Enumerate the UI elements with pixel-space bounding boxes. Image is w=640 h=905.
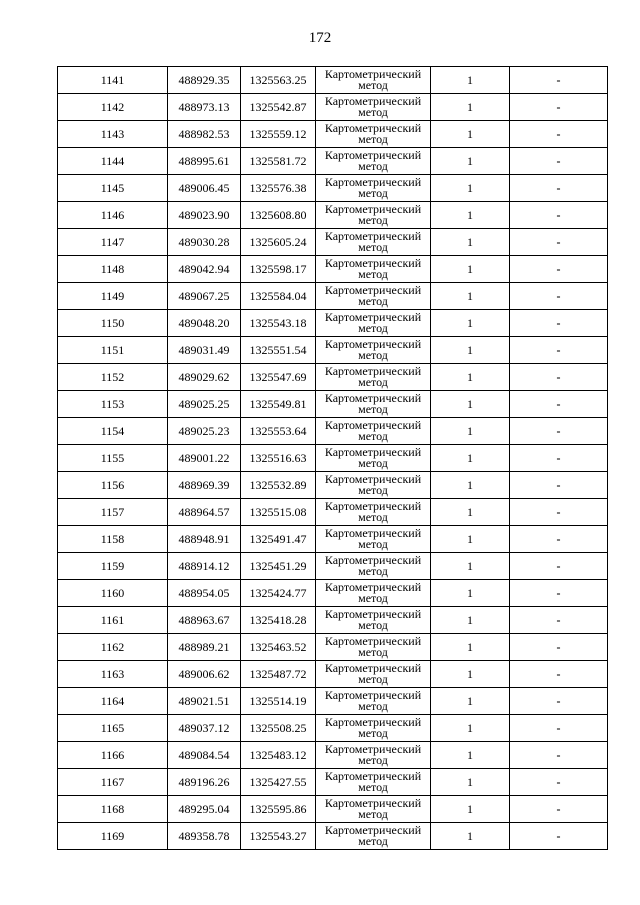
- description-cell: -: [510, 121, 608, 148]
- method-cell: [316, 364, 431, 391]
- method-cell: [316, 175, 431, 202]
- table-row: [58, 121, 608, 148]
- point-number-cell: 1165: [58, 715, 168, 742]
- table-row: [58, 283, 608, 310]
- description-cell: -: [510, 175, 608, 202]
- method-line-2: метод: [358, 132, 388, 146]
- description-cell: -: [510, 202, 608, 229]
- accuracy-cell: 1: [431, 769, 510, 796]
- method-line-2: метод: [358, 267, 388, 281]
- x-coordinate-cell: 488969.39: [168, 472, 241, 499]
- method-cell: [316, 418, 431, 445]
- description-cell: -: [510, 256, 608, 283]
- y-coordinate-cell: 1325514.19: [241, 688, 316, 715]
- method-line-1: Картометрический: [324, 796, 422, 810]
- accuracy-cell: 1: [431, 256, 510, 283]
- description-cell: -: [510, 229, 608, 256]
- x-coordinate-cell: 488995.61: [168, 148, 241, 175]
- description-cell: -: [510, 742, 608, 769]
- table-row: [58, 715, 608, 742]
- x-coordinate-cell: 488948.91: [168, 526, 241, 553]
- method-line-1: Картометрический: [324, 175, 422, 189]
- method-line-2: метод: [358, 726, 388, 740]
- accuracy-cell: 1: [431, 445, 510, 472]
- accuracy-cell: 1: [431, 283, 510, 310]
- description-cell: -: [510, 391, 608, 418]
- point-number-cell: 1151: [58, 337, 168, 364]
- method-line-1: Картометрический: [324, 202, 422, 216]
- table-row: [58, 229, 608, 256]
- x-coordinate-cell: 489025.23: [168, 418, 241, 445]
- x-coordinate-cell: 488989.21: [168, 634, 241, 661]
- method-line-1: Картометрический: [324, 391, 422, 405]
- x-coordinate-cell: 489037.12: [168, 715, 241, 742]
- page-number: 172: [308, 30, 332, 46]
- x-coordinate-cell: 489042.94: [168, 256, 241, 283]
- y-coordinate-cell: 1325532.89: [241, 472, 316, 499]
- description-cell: -: [510, 661, 608, 688]
- point-number-cell: 1150: [58, 310, 168, 337]
- table-row: [58, 94, 608, 121]
- point-number-cell: 1152: [58, 364, 168, 391]
- description-cell: -: [510, 526, 608, 553]
- method-line-1: Картометрический: [324, 418, 422, 432]
- y-coordinate-cell: 1325487.72: [241, 661, 316, 688]
- table-row: [58, 607, 608, 634]
- x-coordinate-cell: 489006.45: [168, 175, 241, 202]
- method-line-2: метод: [358, 348, 388, 362]
- description-cell: -: [510, 715, 608, 742]
- accuracy-cell: 1: [431, 742, 510, 769]
- method-line-1: Картометрический: [324, 229, 422, 243]
- table-row: [58, 418, 608, 445]
- description-cell: -: [510, 688, 608, 715]
- y-coordinate-cell: 1325559.12: [241, 121, 316, 148]
- method-line-2: метод: [358, 591, 388, 605]
- method-line-1: Картометрический: [324, 580, 422, 594]
- method-line-2: метод: [358, 483, 388, 497]
- method-cell: [316, 94, 431, 121]
- x-coordinate-cell: 488982.53: [168, 121, 241, 148]
- description-cell: -: [510, 94, 608, 121]
- table-row: [58, 526, 608, 553]
- method-line-2: метод: [358, 753, 388, 767]
- description-cell: -: [510, 472, 608, 499]
- method-line-2: метод: [358, 294, 388, 308]
- description-cell: -: [510, 445, 608, 472]
- table-row: [58, 472, 608, 499]
- method-line-1: Картометрический: [324, 256, 422, 270]
- point-number-cell: 1168: [58, 796, 168, 823]
- accuracy-cell: 1: [431, 418, 510, 445]
- accuracy-cell: 1: [431, 121, 510, 148]
- method-line-1: Картометрический: [324, 148, 422, 162]
- point-number-cell: 1155: [58, 445, 168, 472]
- y-coordinate-cell: 1325508.25: [241, 715, 316, 742]
- method-cell: [316, 148, 431, 175]
- table-row: [58, 175, 608, 202]
- x-coordinate-cell: 489295.04: [168, 796, 241, 823]
- y-coordinate-cell: 1325549.81: [241, 391, 316, 418]
- description-cell: -: [510, 607, 608, 634]
- method-line-2: метод: [358, 834, 388, 848]
- description-cell: -: [510, 796, 608, 823]
- accuracy-cell: 1: [431, 715, 510, 742]
- accuracy-cell: 1: [431, 823, 510, 850]
- y-coordinate-cell: 1325427.55: [241, 769, 316, 796]
- method-cell: [316, 796, 431, 823]
- x-coordinate-cell: 488954.05: [168, 580, 241, 607]
- method-cell: [316, 391, 431, 418]
- y-coordinate-cell: 1325553.64: [241, 418, 316, 445]
- point-number-cell: 1145: [58, 175, 168, 202]
- y-coordinate-cell: 1325543.27: [241, 823, 316, 850]
- point-number-cell: 1147: [58, 229, 168, 256]
- table-row: [58, 769, 608, 796]
- table-row: [58, 688, 608, 715]
- method-line-1: Картометрический: [324, 499, 422, 513]
- description-cell: -: [510, 634, 608, 661]
- method-line-2: метод: [358, 645, 388, 659]
- table-row: [58, 67, 608, 94]
- method-line-1: Картометрический: [324, 715, 422, 729]
- accuracy-cell: 1: [431, 148, 510, 175]
- method-line-2: метод: [358, 807, 388, 821]
- method-cell: [316, 472, 431, 499]
- description-cell: -: [510, 67, 608, 94]
- x-coordinate-cell: 489358.78: [168, 823, 241, 850]
- table-row: [58, 796, 608, 823]
- x-coordinate-cell: 489196.26: [168, 769, 241, 796]
- method-line-2: метод: [358, 510, 388, 524]
- table-row: [58, 445, 608, 472]
- x-coordinate-cell: 489084.54: [168, 742, 241, 769]
- method-line-1: Картометрический: [324, 742, 422, 756]
- table-row: [58, 823, 608, 850]
- method-line-1: Картометрический: [324, 688, 422, 702]
- method-line-1: Картометрический: [324, 121, 422, 135]
- y-coordinate-cell: 1325605.24: [241, 229, 316, 256]
- point-number-cell: 1158: [58, 526, 168, 553]
- method-cell: [316, 661, 431, 688]
- accuracy-cell: 1: [431, 67, 510, 94]
- table-body: [58, 67, 608, 850]
- method-cell: [316, 310, 431, 337]
- method-line-1: Картометрический: [324, 472, 422, 486]
- table-row: [58, 553, 608, 580]
- x-coordinate-cell: 489006.62: [168, 661, 241, 688]
- y-coordinate-cell: 1325581.72: [241, 148, 316, 175]
- point-number-cell: 1144: [58, 148, 168, 175]
- accuracy-cell: 1: [431, 472, 510, 499]
- method-cell: [316, 121, 431, 148]
- method-cell: [316, 607, 431, 634]
- method-line-1: Картометрический: [324, 526, 422, 540]
- method-cell: [316, 526, 431, 553]
- method-line-2: метод: [358, 672, 388, 686]
- method-line-2: метод: [358, 564, 388, 578]
- method-cell: [316, 445, 431, 472]
- y-coordinate-cell: 1325563.25: [241, 67, 316, 94]
- point-number-cell: 1148: [58, 256, 168, 283]
- method-cell: [316, 67, 431, 94]
- method-cell: [316, 202, 431, 229]
- method-line-1: Картометрический: [324, 823, 422, 837]
- method-line-2: метод: [358, 537, 388, 551]
- method-line-1: Картометрический: [324, 67, 422, 81]
- y-coordinate-cell: 1325608.80: [241, 202, 316, 229]
- table-row: [58, 391, 608, 418]
- x-coordinate-cell: 489030.28: [168, 229, 241, 256]
- method-cell: [316, 688, 431, 715]
- point-number-cell: 1149: [58, 283, 168, 310]
- description-cell: -: [510, 580, 608, 607]
- method-cell: [316, 634, 431, 661]
- method-cell: [316, 742, 431, 769]
- point-number-cell: 1157: [58, 499, 168, 526]
- point-number-cell: 1159: [58, 553, 168, 580]
- method-line-2: метод: [358, 699, 388, 713]
- point-number-cell: 1162: [58, 634, 168, 661]
- point-number-cell: 1167: [58, 769, 168, 796]
- coordinates-table: [57, 66, 608, 850]
- description-cell: -: [510, 310, 608, 337]
- x-coordinate-cell: 489067.25: [168, 283, 241, 310]
- table-row: [58, 499, 608, 526]
- method-line-2: метод: [358, 213, 388, 227]
- accuracy-cell: 1: [431, 526, 510, 553]
- accuracy-cell: 1: [431, 229, 510, 256]
- method-cell: [316, 553, 431, 580]
- table-row: [58, 310, 608, 337]
- method-line-2: метод: [358, 429, 388, 443]
- y-coordinate-cell: 1325542.87: [241, 94, 316, 121]
- y-coordinate-cell: 1325418.28: [241, 607, 316, 634]
- point-number-cell: 1163: [58, 661, 168, 688]
- accuracy-cell: 1: [431, 310, 510, 337]
- x-coordinate-cell: 489021.51: [168, 688, 241, 715]
- accuracy-cell: 1: [431, 337, 510, 364]
- accuracy-cell: 1: [431, 175, 510, 202]
- accuracy-cell: 1: [431, 94, 510, 121]
- method-line-2: метод: [358, 780, 388, 794]
- method-line-2: метод: [358, 186, 388, 200]
- y-coordinate-cell: 1325463.52: [241, 634, 316, 661]
- table-row: [58, 661, 608, 688]
- description-cell: -: [510, 364, 608, 391]
- accuracy-cell: 1: [431, 634, 510, 661]
- y-coordinate-cell: 1325543.18: [241, 310, 316, 337]
- point-number-cell: 1156: [58, 472, 168, 499]
- point-number-cell: 1161: [58, 607, 168, 634]
- table-row: [58, 634, 608, 661]
- x-coordinate-cell: 489029.62: [168, 364, 241, 391]
- method-cell: [316, 256, 431, 283]
- method-line-2: метод: [358, 240, 388, 254]
- point-number-cell: 1160: [58, 580, 168, 607]
- table-row: [58, 202, 608, 229]
- x-coordinate-cell: 489023.90: [168, 202, 241, 229]
- description-cell: -: [510, 553, 608, 580]
- x-coordinate-cell: 489031.49: [168, 337, 241, 364]
- y-coordinate-cell: 1325598.17: [241, 256, 316, 283]
- y-coordinate-cell: 1325576.38: [241, 175, 316, 202]
- method-line-2: метод: [358, 105, 388, 119]
- method-line-2: метод: [358, 321, 388, 335]
- point-number-cell: 1154: [58, 418, 168, 445]
- accuracy-cell: 1: [431, 688, 510, 715]
- description-cell: -: [510, 418, 608, 445]
- point-number-cell: 1143: [58, 121, 168, 148]
- method-line-2: метод: [358, 402, 388, 416]
- y-coordinate-cell: 1325515.08: [241, 499, 316, 526]
- x-coordinate-cell: 489001.22: [168, 445, 241, 472]
- method-line-1: Картометрический: [324, 634, 422, 648]
- method-line-1: Картометрический: [324, 337, 422, 351]
- x-coordinate-cell: 488963.67: [168, 607, 241, 634]
- method-line-1: Картометрический: [324, 607, 422, 621]
- method-line-2: метод: [358, 618, 388, 632]
- description-cell: -: [510, 283, 608, 310]
- method-line-1: Картометрический: [324, 283, 422, 297]
- accuracy-cell: 1: [431, 499, 510, 526]
- table-row: [58, 148, 608, 175]
- method-line-1: Картометрический: [324, 769, 422, 783]
- method-line-2: метод: [358, 456, 388, 470]
- description-cell: -: [510, 769, 608, 796]
- x-coordinate-cell: 489048.20: [168, 310, 241, 337]
- method-line-2: метод: [358, 375, 388, 389]
- point-number-cell: 1153: [58, 391, 168, 418]
- y-coordinate-cell: 1325483.12: [241, 742, 316, 769]
- method-line-1: Картометрический: [324, 661, 422, 675]
- method-line-1: Картометрический: [324, 94, 422, 108]
- point-number-cell: 1141: [58, 67, 168, 94]
- accuracy-cell: 1: [431, 580, 510, 607]
- method-line-1: Картометрический: [324, 445, 422, 459]
- x-coordinate-cell: 488914.12: [168, 553, 241, 580]
- table-row: [58, 364, 608, 391]
- method-line-1: Картометрический: [324, 364, 422, 378]
- method-line-2: метод: [358, 78, 388, 92]
- method-line-1: Картометрический: [324, 553, 422, 567]
- accuracy-cell: 1: [431, 202, 510, 229]
- accuracy-cell: 1: [431, 607, 510, 634]
- y-coordinate-cell: 1325584.04: [241, 283, 316, 310]
- method-cell: [316, 229, 431, 256]
- method-line-1: Картометрический: [324, 310, 422, 324]
- table-row: [58, 337, 608, 364]
- method-cell: [316, 337, 431, 364]
- description-cell: -: [510, 499, 608, 526]
- y-coordinate-cell: 1325491.47: [241, 526, 316, 553]
- accuracy-cell: 1: [431, 661, 510, 688]
- y-coordinate-cell: 1325516.63: [241, 445, 316, 472]
- x-coordinate-cell: 489025.25: [168, 391, 241, 418]
- table-row: [58, 256, 608, 283]
- table-row: [58, 580, 608, 607]
- point-number-cell: 1146: [58, 202, 168, 229]
- method-line-2: метод: [358, 159, 388, 173]
- x-coordinate-cell: 488973.13: [168, 94, 241, 121]
- method-cell: [316, 580, 431, 607]
- y-coordinate-cell: 1325547.69: [241, 364, 316, 391]
- y-coordinate-cell: 1325424.77: [241, 580, 316, 607]
- method-cell: [316, 499, 431, 526]
- x-coordinate-cell: 488929.35: [168, 67, 241, 94]
- y-coordinate-cell: 1325595.86: [241, 796, 316, 823]
- description-cell: -: [510, 148, 608, 175]
- method-cell: [316, 769, 431, 796]
- point-number-cell: 1166: [58, 742, 168, 769]
- method-cell: [316, 823, 431, 850]
- accuracy-cell: 1: [431, 391, 510, 418]
- table-row: [58, 742, 608, 769]
- method-cell: [316, 283, 431, 310]
- point-number-cell: 1142: [58, 94, 168, 121]
- point-number-cell: 1164: [58, 688, 168, 715]
- x-coordinate-cell: 488964.57: [168, 499, 241, 526]
- point-number-cell: 1169: [58, 823, 168, 850]
- accuracy-cell: 1: [431, 553, 510, 580]
- y-coordinate-cell: 1325551.54: [241, 337, 316, 364]
- description-cell: -: [510, 337, 608, 364]
- description-cell: -: [510, 823, 608, 850]
- y-coordinate-cell: 1325451.29: [241, 553, 316, 580]
- accuracy-cell: 1: [431, 796, 510, 823]
- method-cell: [316, 715, 431, 742]
- accuracy-cell: 1: [431, 364, 510, 391]
